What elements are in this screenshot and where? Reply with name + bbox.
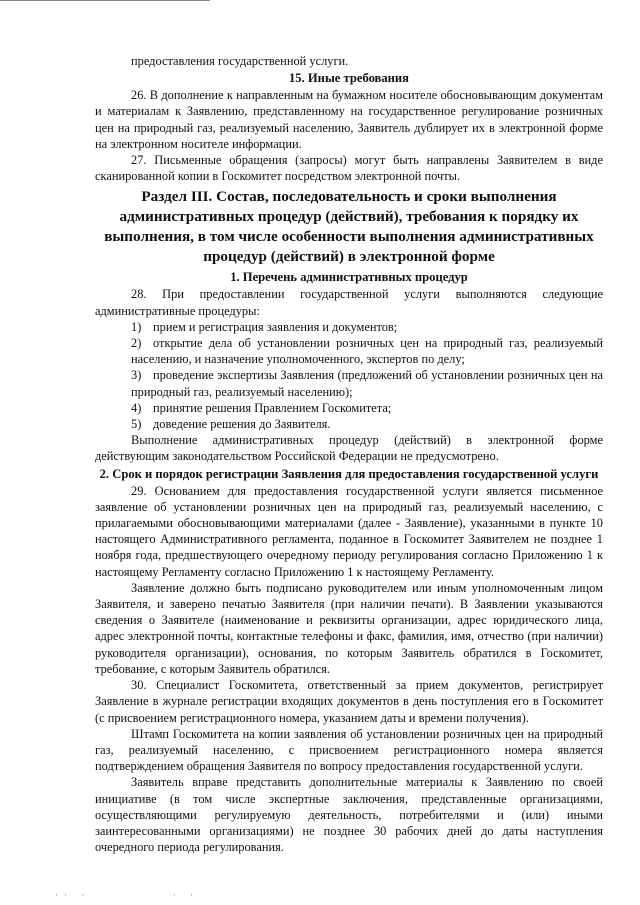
paragraph-intro-tail: предоставления государственной услуги. (131, 54, 349, 68)
list-item: 3) проведение экспертизы Заявления (предложений об установлении розничных цен на природный газ, реализуемый населению); (131, 368, 603, 399)
list-item: 1) прием и регистрация заявления и документов; (131, 319, 398, 334)
list-item: 4) принятие решения Правлением Госкомитета; (131, 400, 392, 415)
scan-artifacts: ·· · · · (55, 890, 199, 900)
paragraph-30b: Штамп Госкомитета на копии заявления об установлении розничных цен на природный газ, реализуемый населению, с присвоением регистрационного номера является подтверждением обращения Заявителя по вопросу предоставления государственной услуги. (95, 726, 603, 774)
paragraph-electronic: Выполнение административных процедур (действий) в электронной форме действующим законодательством Российской Федерации не предусмотрено. (95, 433, 603, 464)
paragraph-30: 30. Специалист Госкомитета, ответственный за прием документов, регистрирует Заявление в журнале регистрации входящих документов в день поступления его в Госкомитет (с присвоением регистрационного номера, указанием даты и времени получения). (95, 678, 603, 725)
list-item: 2) открытие дела об установлении розничных цен на природный газ, реализуемый населению, и назначение уполномоченного, экспертов по делу; (131, 336, 603, 367)
heading-1: 1. Перечень административных процедур (230, 270, 468, 285)
section-3-heading: Раздел III. Состав, последовательность и сроки выполнения административных процедур (действий), требования к порядку их выполнения, в том числе особенности выполнения административных процедур (действий) в электронной форме (104, 188, 594, 266)
scan-edge-line (0, 0, 210, 1)
procedure-list (95, 319, 603, 432)
heading-15: 15. Иные требования (289, 71, 409, 86)
paragraph-29b: Заявление должно быть подписано руководителем или иным уполномоченным лицом Заявителя, и заверено печатью Заявителя (при наличии печати). В Заявлении указываются сведения о Заявителе (наименование и реквизиты организации, адрес юридического лица, адрес электронной почты, контактные телефоны и факс, фамилия, имя, отчество (при наличии) руководителя организации), основания, по которым Заявитель обратился в Госкомитет, требование, с которым Заявитель обратился. (95, 580, 603, 676)
document-page (95, 53, 603, 855)
list-item: 5) доведение решения до Заявителя. (131, 417, 331, 432)
paragraph-28: 28. При предоставлении государственной услуги выполняются следующие административные процедуры: (95, 287, 603, 318)
heading-2: 2. Срок и порядок регистрации Заявления для предоставления государственной услуги (99, 466, 599, 481)
paragraph-30c: Заявитель вправе представить дополнительные материалы к Заявлению по своей инициативе (в том числе экспертные заключения, представленные организациями, осуществляющими регулируемую деятельность, потребителями и (или) иными заинтересованными организациями) не позднее 30 рабочих дней до даты наступления очередного периода регулирования. (95, 775, 603, 855)
paragraph-26: 26. В дополнение к направленным на бумажном носителе обосновывающим документам и материалам к Заявлению, представленному на государственное регулирование розничных цен на природный газ, реализуемый населению, Заявитель дублирует их в электронной форме на электронном носителе информации. (95, 88, 603, 151)
paragraph-29: 29. Основанием для предоставления государственной услуги является письменное заявление об установлении розничных цен на природный газ, реализуемый населению, с прилагаемыми обосновывающими материалами (далее - Заявление), указанными в пункте 10 настоящего Административного регламента, поданное в Госкомитет Заявителем не позднее 1 ноября года, предшествующего очередному периоду регулирования согласно Приложению 1 к настоящему Регламенту согласно Приложению 1 к настоящему Регламенту. (95, 483, 603, 579)
paragraph-27: 27. Письменные обращения (запросы) могут быть направлены Заявителем в виде сканированной копии в Госкомитет посредством электронной почты. (95, 153, 603, 184)
